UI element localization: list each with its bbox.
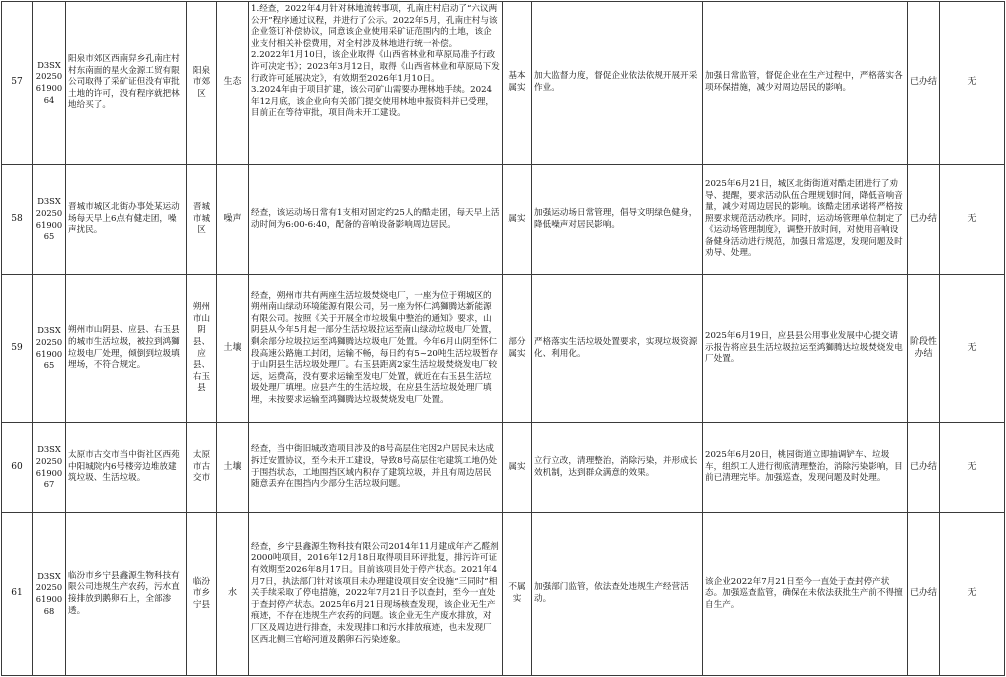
table-row [2, 165, 1005, 275]
pollution-category: 土壤 [217, 423, 249, 513]
pollution-category: 土壤 [217, 275, 249, 423]
handling-measures: 加强部门监管，依法查处违规生产经营活动。 [532, 513, 703, 676]
table-row [2, 275, 1005, 423]
verification-cell [249, 165, 503, 275]
verification-cell [249, 2, 503, 165]
verification-paragraph: 经查，该运动场日常有1支相对固定约25人的酷走团，每天早上活动时间为6:00-6:40，配备的音响设备影响周边居民。 [251, 207, 500, 230]
remark: 无 [940, 2, 1005, 165]
verification-cell [249, 275, 503, 423]
handling-measures: 立行立改，清理整治，消除污染，并形成长效机制，达到群众满意的效果。 [532, 423, 703, 513]
verification-paragraph: 经查，当中街旧城改造项目涉及的8号高层住宅因2户居民未达成拆迁安置协议，至今未开工建设，导致8号高层住宅建筑工地仍处于围挡状态，工地围挡区域内积存了建筑垃圾，并且有周边居民随意丢弃在围挡内少部分生活垃圾问题。 [251, 444, 498, 490]
verification-paragraph: 经查，乡宁县鑫源生物科技有限公司2014年11月建成年产乙醛剂2000吨项目，2016年12月18日取得项目环评批复，排污许可证有效期至2026年8月17日。目前该项目处于停产状态。2021年4月7日，执法部门针对该项目未办理建设项目安全设施“三同时”相关手续采取了停电措施，2022年7月21日予以查封，至今一直处于查封停产状态。2025年6月21日现场核查发现，该企业无生产痕迹，不存在违规生产农药的问题。该企业无生产废水排放，对厂区及周边进行排查，未发现排口和污水排放痕迹，也未发现厂区西北侧三官峪河道及鹅卵石污染迹象。 [251, 541, 499, 645]
row-number: 58 [2, 165, 33, 275]
table-row [2, 423, 1005, 513]
verification-result: 属实 [503, 165, 532, 275]
petition-table [1, 1, 1005, 676]
pollution-category: 水 [217, 513, 249, 676]
issue-text: 晋城市城区北街办事处某运动场每天早上6点有健走团，噪声扰民。 [66, 165, 187, 275]
verification-result: 部分属实 [503, 275, 532, 423]
issue-text: 太原市古交市当中街社区西苑中阳城院内6号楼旁边堆放建筑垃圾、生活垃圾。 [66, 423, 187, 513]
remark: 无 [940, 275, 1005, 423]
verification-paragraph: 1.经查，2022年4月针对林地流转事项，孔南庄村启动了“六议两公开”程序通过议程，并进行了公示。2022年5月，孔南庄村与该企业签订补偿协议，同意该企业使用采矿证范围内的土地，该企业支付相关补偿费用，对全村涉及林地进行统一补偿。 [251, 4, 498, 49]
case-status: 阶段性办结 [908, 275, 940, 423]
case-status: 已办结 [908, 165, 940, 275]
case-status: 已办结 [908, 513, 940, 676]
rectification-status: 2025年6月21日，城区北街街道对酷走团进行了劝导、提醒，要求活动队伍合理规划时间，降低音响音量，减少对周边居民的影响。该酷走团承诺将严格按照要求规范活动秩序。同时，运动场管理单位制定了《运动场管理制度》，调整开放时间，对使用音响设备健身活动进行规范，加强日常巡逻，发现问题及时劝导、处理。 [703, 165, 908, 275]
remark: 无 [940, 513, 1005, 676]
verification-cell [249, 423, 503, 513]
case-code: D3SX2025061900 67 [33, 423, 66, 513]
district: 晋城市城区 [187, 165, 217, 275]
verification-paragraph: 2.2022年1月10日，该企业取得《山西省林业和草原局准予行政许可决定书》；2023年3月12日，取得《山西省林业和草原局下发行政许可延展决定》，有效期至2026年1月10日。 [251, 50, 500, 84]
case-code: D3SX2025061900 65 [33, 165, 66, 275]
row-number: 61 [2, 513, 33, 676]
row-number: 57 [2, 2, 33, 165]
case-code: D3SX2025061900 68 [33, 513, 66, 676]
rectification-status: 2025年6月20日，桃园街道立即抽调铲车、垃圾车，组织工人进行彻底清理整治，消除污染影响，目前已清理完毕。加强巡查，发现问题及时处理。 [703, 423, 908, 513]
issue-text: 临汾市乡宁县鑫源生物科技有限公司违规生产农药，污水直接排放到鹅卵石上，全部渗透。 [66, 513, 187, 676]
case-status: 已办结 [908, 2, 940, 165]
case-status: 已办结 [908, 423, 940, 513]
issue-text: 阳泉市郊区西南舁乡孔南庄村村东南面的星火金源工贸有限公司取得了采矿证但没有审批土地的许可，没有程序就把林地给买了。 [66, 2, 187, 165]
verification-cell [249, 513, 503, 676]
handling-measures: 加强运动场日常管理，倡导文明绿色健身，降低噪声对居民影响。 [532, 165, 703, 275]
table-row [2, 513, 1005, 676]
table-row [2, 2, 1005, 165]
remark: 无 [940, 423, 1005, 513]
district: 临汾市乡宁县 [187, 513, 217, 676]
verification-result: 属实 [503, 423, 532, 513]
rectification-status: 加强日常监管，督促企业在生产过程中，严格落实各项环保措施，减少对周边居民的影响。 [703, 2, 908, 165]
handling-measures: 严格落实生活垃圾处置要求，实现垃圾资源化、利用化。 [532, 275, 703, 423]
row-number: 59 [2, 275, 33, 423]
district: 阳泉市郊区 [187, 2, 217, 165]
row-number: 60 [2, 423, 33, 513]
verification-paragraph: 经查，朔州市共有两座生活垃圾焚烧电厂，一座为位于朔城区的朔州南山绿动环境能源有限公司，另一座为怀仁鸿獅腾达新能源有限公司。按照《关于开展全市垃圾集中整治的通知》要求，山阴县从今年5月起一部分生活垃圾拉运至南山绿动垃圾电厂处置，剩余部分垃圾拉运至鸿獅腾达垃圾电厂处置。今年6月山阴至怀仁段高速公路施工封闭，运输不畅，每日约有5~20吨生活垃圾暂存于山阴县生活垃圾处理厂。右玉县距离2家生活垃圾焚烧发电厂较远，运费高，没有要求运输至发电厂处置，就近在右玉县生活垃圾处理厂填埋。应县产生的生活垃圾，在应县生活垃圾处理厂填埋，未按要求运输至鸿獅腾达垃圾焚烧发电厂处置。 [251, 290, 499, 405]
verification-paragraph: 3.2024年由于项目扩建，该公司矿山需要办理林地手续。2024年12月底，该企业向有关部门提交使用林地申报资料并已受理，目前正在等待审批，项目尚未开工建设。 [251, 85, 494, 119]
verification-result: 基本属实 [503, 2, 532, 165]
rectification-status: 2025年6月19日，应县县公用事业发展中心提交请示报告将应县生活垃圾拉运至鸿獅腾达垃圾焚烧发电厂处置。 [703, 275, 908, 423]
case-code: D3SX2025061900 65 [33, 275, 66, 423]
pollution-category: 噪声 [217, 165, 249, 275]
district: 太原市古交市 [187, 423, 217, 513]
pollution-category: 生态 [217, 2, 249, 165]
case-code: D3SX2025061900 64 [33, 2, 66, 165]
handling-measures: 加大监督力度，督促企业依法依规开展开采作业。 [532, 2, 703, 165]
rectification-status: 该企业2022年7月21日至今一直处于查封停产状态。加强巡查监管，确保在未依法获批生产前不得擅自生产。 [703, 513, 908, 676]
verification-result: 不属实 [503, 513, 532, 676]
district: 朔州市山阴县、应县、右玉县 [187, 275, 217, 423]
issue-text: 朔州市山阴县、应县、右玉县的城市生活垃圾，被拉到鸿獅垃圾电厂处理，倾倒到垃圾填埋场，不符合规定。 [66, 275, 187, 423]
remark: 无 [940, 165, 1005, 275]
